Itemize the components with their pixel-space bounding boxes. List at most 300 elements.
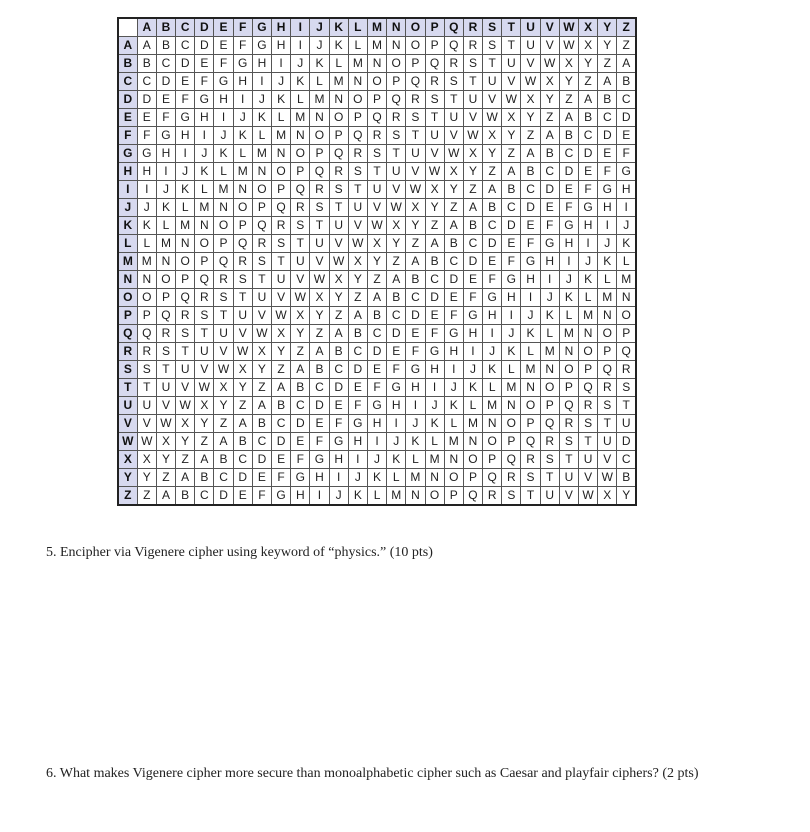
table-cell: X	[367, 235, 386, 253]
table-cell: Q	[559, 397, 578, 415]
table-cell: T	[214, 307, 233, 325]
table-cell: S	[463, 55, 482, 73]
table-cell: Y	[483, 145, 502, 163]
table-cell: J	[483, 343, 502, 361]
table-cell: O	[195, 235, 214, 253]
table-cell: L	[272, 109, 291, 127]
table-cell: N	[579, 325, 598, 343]
table-row-v	[118, 415, 636, 433]
table-cell: H	[559, 235, 578, 253]
table-cell: U	[598, 433, 617, 451]
table-cell: J	[444, 379, 463, 397]
table-cell: N	[406, 487, 425, 506]
table-cell: X	[463, 145, 482, 163]
table-cell: C	[559, 145, 578, 163]
table-cell: U	[329, 217, 348, 235]
table-row-e	[118, 109, 636, 127]
table-cell: O	[387, 55, 406, 73]
table-cell: H	[425, 361, 444, 379]
table-cell: K	[272, 91, 291, 109]
table-cell: K	[598, 253, 617, 271]
table-cell: L	[406, 451, 425, 469]
table-cell: N	[367, 55, 386, 73]
table-cell: H	[483, 307, 502, 325]
table-cell: T	[272, 253, 291, 271]
table-cell: B	[387, 289, 406, 307]
table-cell: W	[387, 199, 406, 217]
table-cell: E	[348, 379, 367, 397]
table-cell: Y	[367, 253, 386, 271]
table-cell: M	[291, 109, 310, 127]
table-cell: Q	[367, 109, 386, 127]
table-cell: L	[195, 181, 214, 199]
table-cell: I	[483, 325, 502, 343]
table-cell: R	[579, 397, 598, 415]
table-cell: M	[310, 91, 329, 109]
table-cell: T	[291, 235, 310, 253]
table-cell: R	[559, 415, 578, 433]
table-cell: J	[252, 91, 271, 109]
table-cell: N	[348, 73, 367, 91]
table-cell: X	[310, 289, 329, 307]
table-cell: P	[137, 307, 156, 325]
table-cell: Z	[291, 343, 310, 361]
table-cell: N	[176, 235, 195, 253]
table-cell: Z	[521, 127, 540, 145]
table-cell: J	[406, 415, 425, 433]
table-cell: N	[425, 469, 444, 487]
table-cell: H	[214, 91, 233, 109]
table-cell: B	[559, 127, 578, 145]
table-cell: U	[387, 163, 406, 181]
table-cell: R	[463, 37, 482, 55]
table-cell: D	[310, 397, 329, 415]
table-cell: S	[310, 199, 329, 217]
table-cell: T	[617, 397, 636, 415]
column-header-c: C	[176, 18, 195, 37]
column-header-i: I	[291, 18, 310, 37]
table-cell: F	[521, 235, 540, 253]
table-cell: J	[329, 487, 348, 506]
table-cell: N	[195, 217, 214, 235]
table-cell: H	[252, 55, 271, 73]
table-cell: Y	[406, 217, 425, 235]
table-cell: O	[617, 307, 636, 325]
table-cell: R	[387, 109, 406, 127]
table-cell: Q	[406, 73, 425, 91]
table-cell: U	[540, 487, 559, 506]
table-row-h	[118, 163, 636, 181]
row-header-u: U	[118, 397, 137, 415]
table-cell: L	[348, 37, 367, 55]
table-cell: O	[214, 217, 233, 235]
table-cell: T	[195, 325, 214, 343]
table-cell: T	[310, 217, 329, 235]
table-cell: T	[502, 37, 521, 55]
table-cell: J	[137, 199, 156, 217]
table-cell: E	[233, 487, 252, 506]
table-cell: Y	[598, 37, 617, 55]
table-cell: K	[540, 307, 559, 325]
table-cell: X	[291, 307, 310, 325]
table-cell: R	[598, 379, 617, 397]
table-cell: V	[329, 235, 348, 253]
table-cell: P	[214, 235, 233, 253]
table-cell: B	[425, 253, 444, 271]
table-cell: U	[137, 397, 156, 415]
table-cell: N	[310, 109, 329, 127]
table-cell: I	[444, 361, 463, 379]
row-header-z: Z	[118, 487, 137, 506]
table-cell: L	[444, 415, 463, 433]
table-cell: C	[617, 451, 636, 469]
table-cell: T	[521, 487, 540, 506]
table-cell: I	[291, 37, 310, 55]
table-cell: C	[233, 451, 252, 469]
table-cell: K	[252, 109, 271, 127]
table-cell: I	[252, 73, 271, 91]
table-cell: Q	[579, 379, 598, 397]
table-cell: C	[425, 271, 444, 289]
table-cell: A	[387, 271, 406, 289]
table-cell: Q	[272, 199, 291, 217]
table-cell: I	[502, 307, 521, 325]
table-cell: M	[579, 307, 598, 325]
table-cell: M	[252, 145, 271, 163]
table-cell: C	[348, 343, 367, 361]
table-cell: J	[367, 451, 386, 469]
table-cell: P	[540, 397, 559, 415]
table-cell: U	[425, 127, 444, 145]
table-cell: Z	[502, 145, 521, 163]
table-cell: X	[195, 397, 214, 415]
table-cell: H	[579, 217, 598, 235]
table-cell: Q	[252, 217, 271, 235]
table-cell: P	[310, 145, 329, 163]
table-row-m	[118, 253, 636, 271]
table-cell: I	[617, 199, 636, 217]
table-cell: K	[176, 181, 195, 199]
table-cell: Y	[156, 451, 175, 469]
table-cell: H	[310, 469, 329, 487]
table-cell: G	[579, 199, 598, 217]
table-cell: P	[348, 109, 367, 127]
table-cell: G	[483, 289, 502, 307]
table-cell: M	[483, 397, 502, 415]
table-cell: H	[367, 415, 386, 433]
table-cell: B	[214, 451, 233, 469]
table-cell: Z	[483, 163, 502, 181]
table-cell: K	[444, 397, 463, 415]
row-header-i: I	[118, 181, 137, 199]
table-cell: Q	[540, 415, 559, 433]
table-cell: L	[310, 73, 329, 91]
table-cell: S	[617, 379, 636, 397]
table-cell: Z	[137, 487, 156, 506]
table-cell: W	[252, 325, 271, 343]
table-cell: M	[387, 487, 406, 506]
table-cell: H	[272, 37, 291, 55]
table-cell: H	[617, 181, 636, 199]
column-header-n: N	[387, 18, 406, 37]
table-cell: S	[367, 145, 386, 163]
table-cell: E	[291, 433, 310, 451]
table-cell: A	[310, 343, 329, 361]
table-cell: Q	[521, 433, 540, 451]
table-cell: D	[387, 325, 406, 343]
question-5: 5. Encipher via Vigenere cipher using keyword of “physics.” (10 pts)	[46, 545, 433, 560]
table-cell: Q	[598, 361, 617, 379]
table-cell: H	[406, 379, 425, 397]
table-cell: T	[329, 199, 348, 217]
column-header-t: T	[502, 18, 521, 37]
table-cell: T	[540, 469, 559, 487]
table-cell: R	[406, 91, 425, 109]
table-cell: D	[559, 163, 578, 181]
table-cell: Z	[540, 109, 559, 127]
table-cell: A	[272, 379, 291, 397]
column-header-v: V	[540, 18, 559, 37]
table-cell: V	[540, 37, 559, 55]
table-cell: Z	[348, 289, 367, 307]
column-header-x: X	[579, 18, 598, 37]
table-cell: K	[559, 289, 578, 307]
table-cell: I	[310, 487, 329, 506]
table-cell: B	[272, 397, 291, 415]
table-cell: F	[463, 289, 482, 307]
table-cell: A	[463, 199, 482, 217]
table-cell: V	[252, 307, 271, 325]
table-cell: C	[176, 37, 195, 55]
table-cell: Q	[137, 325, 156, 343]
table-cell: O	[329, 109, 348, 127]
table-cell: X	[329, 271, 348, 289]
table-cell: Z	[559, 91, 578, 109]
table-cell: Z	[310, 325, 329, 343]
table-cell: K	[463, 379, 482, 397]
table-cell: K	[425, 415, 444, 433]
table-cell: F	[233, 37, 252, 55]
table-cell: C	[252, 433, 271, 451]
table-cell: V	[214, 343, 233, 361]
table-cell: R	[310, 181, 329, 199]
table-cell: D	[444, 271, 463, 289]
table-cell: J	[272, 73, 291, 91]
table-cell: B	[137, 55, 156, 73]
table-cell: R	[540, 433, 559, 451]
table-cell: W	[406, 181, 425, 199]
table-cell: S	[137, 361, 156, 379]
table-cell: Z	[617, 37, 636, 55]
table-cell: U	[559, 469, 578, 487]
table-cell: A	[521, 145, 540, 163]
table-cell: D	[579, 145, 598, 163]
row-header-w: W	[118, 433, 137, 451]
column-header-r: R	[463, 18, 482, 37]
table-cell: Z	[176, 451, 195, 469]
table-cell: V	[406, 163, 425, 181]
table-cell: Z	[214, 415, 233, 433]
table-cell: E	[176, 73, 195, 91]
table-cell: F	[291, 451, 310, 469]
row-header-x: X	[118, 451, 137, 469]
table-cell: P	[291, 163, 310, 181]
table-cell: E	[483, 253, 502, 271]
table-cell: S	[521, 469, 540, 487]
table-cell: A	[598, 73, 617, 91]
table-cell: M	[137, 253, 156, 271]
table-cell: J	[214, 127, 233, 145]
table-cell: X	[156, 433, 175, 451]
table-cell: P	[463, 469, 482, 487]
table-cell: G	[176, 109, 195, 127]
table-cell: N	[387, 37, 406, 55]
table-cell: F	[310, 433, 329, 451]
table-cell: B	[540, 145, 559, 163]
table-cell: A	[502, 163, 521, 181]
table-cell: R	[156, 325, 175, 343]
table-cell: A	[233, 415, 252, 433]
table-cell: Q	[463, 487, 482, 506]
table-cell: G	[233, 55, 252, 73]
row-header-f: F	[118, 127, 137, 145]
question-6: 6. What makes Vigenere cipher more secure than monoalphabetic cipher such as Caesar and playfair ciphers? (2 pts)	[46, 766, 699, 781]
row-header-b: B	[118, 55, 137, 73]
table-cell: Y	[540, 91, 559, 109]
table-cell: D	[137, 91, 156, 109]
table-cell: J	[291, 55, 310, 73]
table-cell: V	[272, 289, 291, 307]
table-cell: C	[463, 235, 482, 253]
table-cell: E	[195, 55, 214, 73]
row-header-d: D	[118, 91, 137, 109]
table-cell: Y	[463, 163, 482, 181]
table-cell: M	[425, 451, 444, 469]
table-cell: B	[310, 361, 329, 379]
table-cell: U	[406, 145, 425, 163]
table-cell: F	[214, 55, 233, 73]
table-cell: M	[540, 343, 559, 361]
table-cell: R	[617, 361, 636, 379]
table-cell: K	[367, 469, 386, 487]
table-cell: G	[367, 397, 386, 415]
table-cell: H	[598, 199, 617, 217]
table-cell: E	[540, 199, 559, 217]
table-cell: U	[252, 289, 271, 307]
table-cell: B	[233, 433, 252, 451]
table-cell: M	[367, 37, 386, 55]
table-cell: P	[617, 325, 636, 343]
table-cell: P	[406, 55, 425, 73]
table-cell: T	[387, 145, 406, 163]
table-cell: L	[483, 379, 502, 397]
table-cell: P	[559, 379, 578, 397]
table-cell: G	[559, 217, 578, 235]
table-cell: R	[425, 73, 444, 91]
table-cell: V	[483, 91, 502, 109]
table-cell: J	[598, 235, 617, 253]
table-cell: R	[483, 487, 502, 506]
table-cell: E	[214, 37, 233, 55]
table-row-t	[118, 379, 636, 397]
table-cell: O	[272, 163, 291, 181]
row-header-r: R	[118, 343, 137, 361]
table-cell: N	[156, 253, 175, 271]
table-cell: S	[252, 253, 271, 271]
table-cell: E	[137, 109, 156, 127]
table-cell: D	[195, 37, 214, 55]
table-cell: Q	[444, 37, 463, 55]
table-cell: K	[387, 451, 406, 469]
table-cell: E	[502, 235, 521, 253]
table-cell: R	[329, 163, 348, 181]
table-cell: X	[233, 361, 252, 379]
table-cell: K	[291, 73, 310, 91]
table-cell: J	[502, 325, 521, 343]
table-cell: Y	[559, 73, 578, 91]
table-cell: O	[463, 451, 482, 469]
row-header-p: P	[118, 307, 137, 325]
table-cell: O	[579, 343, 598, 361]
table-cell: M	[329, 73, 348, 91]
table-cell: A	[425, 235, 444, 253]
table-cell: Y	[137, 469, 156, 487]
table-cell: B	[252, 415, 271, 433]
table-cell: Y	[214, 397, 233, 415]
table-cell: R	[367, 127, 386, 145]
row-header-k: K	[118, 217, 137, 235]
table-cell: P	[367, 91, 386, 109]
table-cell: T	[483, 55, 502, 73]
table-cell: D	[329, 379, 348, 397]
table-cell: Q	[483, 469, 502, 487]
table-cell: U	[176, 361, 195, 379]
table-cell: O	[425, 487, 444, 506]
table-cell: P	[502, 433, 521, 451]
table-cell: W	[329, 253, 348, 271]
table-cell: M	[348, 55, 367, 73]
row-header-g: G	[118, 145, 137, 163]
table-cell: I	[176, 145, 195, 163]
table-cell: W	[272, 307, 291, 325]
table-cell: O	[137, 289, 156, 307]
table-cell: S	[214, 289, 233, 307]
table-cell: N	[329, 91, 348, 109]
table-cell: Y	[521, 109, 540, 127]
table-cell: H	[291, 487, 310, 506]
row-header-v: V	[118, 415, 137, 433]
table-cell: V	[291, 271, 310, 289]
table-cell: Q	[176, 289, 195, 307]
row-header-m: M	[118, 253, 137, 271]
table-cell: G	[387, 379, 406, 397]
table-cell: O	[176, 253, 195, 271]
table-cell: D	[540, 181, 559, 199]
table-cell: F	[348, 397, 367, 415]
table-cell: P	[425, 37, 444, 55]
table-cell: F	[195, 73, 214, 91]
table-cell: X	[406, 199, 425, 217]
table-cell: T	[137, 379, 156, 397]
table-cell: A	[156, 487, 175, 506]
table-cell: J	[156, 181, 175, 199]
table-cell: V	[444, 127, 463, 145]
table-cell: A	[579, 91, 598, 109]
table-cell: Z	[329, 307, 348, 325]
table-cell: H	[329, 451, 348, 469]
table-cell: E	[252, 469, 271, 487]
table-cell: V	[195, 361, 214, 379]
